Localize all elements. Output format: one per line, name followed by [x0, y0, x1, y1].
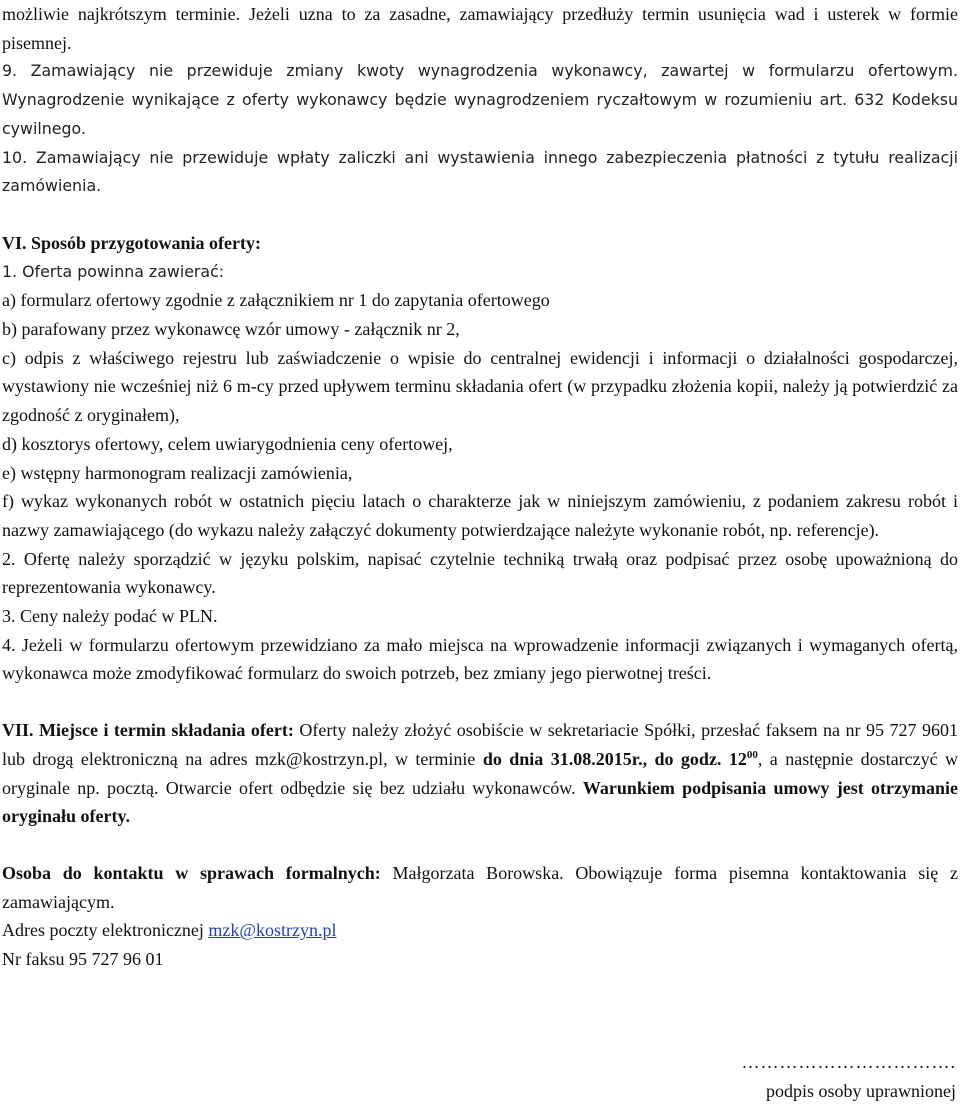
email-link[interactable]: mzk@kostrzyn.pl — [208, 920, 337, 941]
paragraph-10: 10. Zamawiający nie przewiduje wpłaty zaliczki ani wystawienia innego zabezpieczenia płatności z tytułu realizacji zamówienia. — [2, 147, 958, 196]
fax-line: Nr faksu 95 727 96 01 — [2, 949, 164, 970]
signature-label: podpis osoby uprawnionej — [766, 1080, 956, 1101]
list-item-a: a) formularz ofertowy zgodnie z załącznikiem nr 1 do zapytania ofertowego — [2, 290, 550, 311]
spacer — [2, 688, 958, 716]
signature-block — [742, 1048, 957, 1105]
email-line — [2, 916, 958, 945]
list-item-b: b) parafowany przez wykonawcę wzór umowy - załącznik nr 2, — [2, 319, 460, 340]
deadline — [483, 749, 758, 769]
section-6-item-1: 1. Oferta powinna zawierać: — [2, 261, 225, 281]
list-item-c: c) odpis z właściwego rejestru lub zaświadczenie o wpisie do centralnej ewidencji i informacji o działalności gospodarczej, wystawiony nie wcześniej niż 6 m-cy przed upływem terminu składania ofert (w przypadku złożenia kopii, należy ją potwierdzić za zgodność z oryginałem), — [2, 347, 958, 426]
spacer — [2, 831, 958, 859]
deadline-date: do dnia 31.08.2015r., do godz. 12 — [482, 748, 747, 769]
paragraph-continuation: możliwie najkrótszym terminie. Jeżeli uzna to za zasadne, zamawiający przedłuży termin usunięcia wad i usterek w formie pisemnej. — [2, 4, 958, 53]
list-item-e: e) wstępny harmonogram realizacji zamówienia, — [2, 462, 353, 483]
list-item-d: d) kosztorys ofertowy, celem uwiarygodnienia ceny ofertowej, — [2, 433, 453, 454]
list-item-f: f) wykaz wykonanych robót w ostatnich pięciu latach o charakterze jak w niniejszym zamówieniu, z podaniem zakresu robót i nazwy zamawiającego (do wykazu należy załączyć dokumenty potwierdzające należyte wykonanie robót, np. referencje). — [2, 491, 958, 540]
section-6-heading: VI. Sposób przygotowania oferty: — [2, 232, 261, 253]
section-6-item-4: 4. Jeżeli w formularzu ofertowym przewidziano za mało miejsca na wprowadzenie informacji związanych i wymaganych ofertą, wykonawca może zmodyfikować formularz do swoich potrzeb, bez zmiany jego pierwotnej treści. — [2, 634, 958, 684]
section-7-text-2: , a następnie dostarczyć w oryginale np. pocztą. Otwarcie ofert odbędzie się bez udziału wykonawców. — [2, 748, 958, 798]
spacer — [2, 201, 958, 229]
contact-text: Małgorzata Borowska. Obowiązuje forma pisemna kontaktowania się z zamawiającym. — [2, 862, 959, 912]
contact-paragraph — [2, 859, 958, 916]
condition-statement: Warunkiem podpisania umowy jest otrzymanie oryginału oferty. — [2, 777, 958, 827]
section-6-item-2: 2. Ofertę należy sporządzić w języku polskim, napisać czytelnie techniką trwałą oraz podpisać przez osobę upoważnioną do reprezentowania wykonawcy. — [2, 548, 958, 598]
paragraph-9: 9. Zamawiający nie przewiduje zmiany kwoty wynagrodzenia wykonawcy, zawartej w formularzu ofertowym. Wynagrodzenie wynikające z oferty wykonawcy będzie wynagrodzeniem ryczałtowym w rozumieniu art. 632 Kodeksu cywilnego. — [2, 61, 958, 138]
section-7-paragraph — [2, 716, 958, 831]
contact-label: Osoba do kontaktu w sprawach formalnych: — [2, 862, 381, 883]
deadline-minutes: 00 — [746, 748, 758, 761]
section-6-item-3: 3. Ceny należy podać w PLN. — [2, 606, 218, 627]
section-7-heading: VII. Miejsce i termin składania ofert: — [2, 720, 294, 741]
email-label: Adres poczty elektronicznej — [2, 920, 209, 941]
section-7-text-1: Oferty należy złożyć osobiście w sekretariacie Spółki, przesłać faksem na nr 95 727 9601 lub drogą elektroniczną na adres mzk@kostrzyn.pl, w terminie — [2, 720, 958, 769]
signature-line: ……………………………. — [741, 1052, 956, 1072]
